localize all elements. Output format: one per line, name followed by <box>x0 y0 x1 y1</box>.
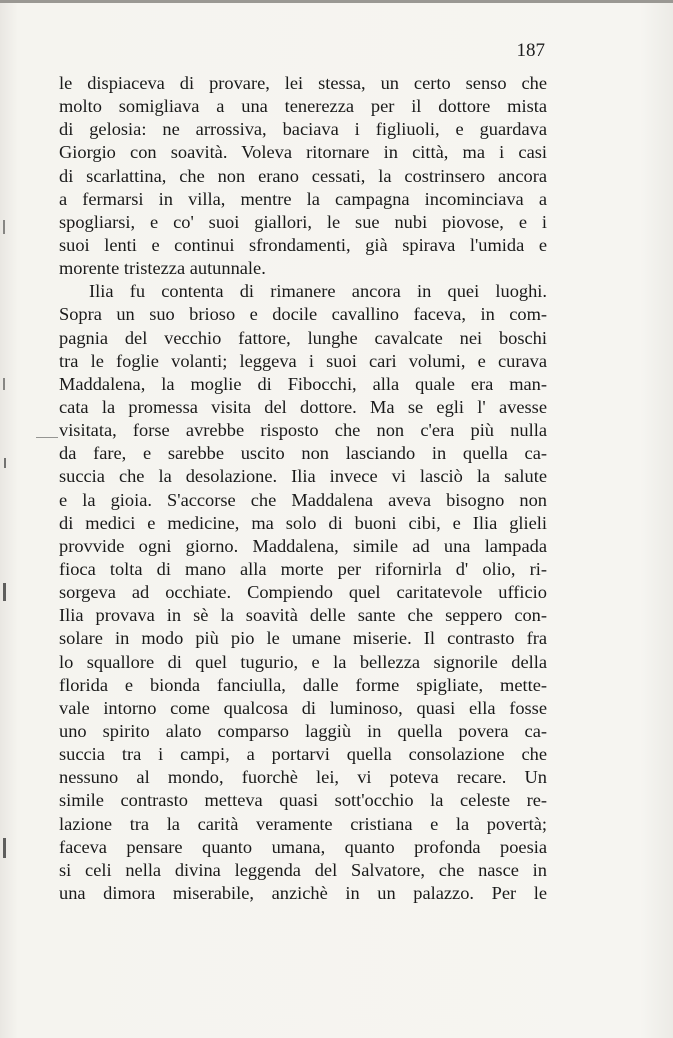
page-number: 187 <box>516 40 545 61</box>
text-line: e la gioia. S'accorse che Maddalena aveva bisogno non <box>59 489 547 510</box>
text-line: solare in modo più pio le umane miserie. Il contrasto fra <box>59 628 547 649</box>
body-text <box>59 72 547 905</box>
text-line: provvide ogni giorno. Maddalena, simile ad una lampada <box>59 535 547 556</box>
text-line: Ilia provava in sè la soavità delle sante che seppero con- <box>59 605 547 626</box>
text-line: cata la promessa visita del dottore. Ma se egli l' avesse <box>59 396 547 417</box>
text-line: di medici e medicine, ma solo di buoni cibi, e Ilia glieli <box>59 512 547 533</box>
text-line: si celi nella divina leggenda del Salvatore, che nasce in <box>59 859 547 880</box>
text-line: visitata, forse avrebbe risposto che non c'era più nulla <box>59 420 547 441</box>
text-line: molto somigliava a una tenerezza per il dottore mista <box>59 96 547 117</box>
scan-artifact <box>36 437 58 438</box>
text-line: Giorgio con soavità. Voleva ritornare in città, ma i casi <box>59 142 547 163</box>
text-line: sorgeva ad occhiate. Compiendo quel caritatevole ufficio <box>59 582 547 603</box>
paragraph-first-line: Ilia fu contenta di rimanere ancora in quei luoghi. <box>89 281 547 302</box>
text-line: suoi lenti e continui sfrondamenti, già spirava l'umida e <box>59 234 547 255</box>
text-line: nessuno al mondo, fuorchè lei, vi poteva recare. Un <box>59 767 547 788</box>
text-line: pagnia del vecchio fattore, lunghe cavalcate nei boschi <box>59 327 547 348</box>
text-line: morente tristezza autunnale. <box>59 258 266 279</box>
text-line: vale intorno come qualcosa di luminoso, quasi ella fosse <box>59 697 547 718</box>
text-line: florida e bionda fanciulla, dalle forme spigliate, mette- <box>59 674 547 695</box>
text-line: uno spirito alato comparso laggiù in quella povera ca- <box>59 720 547 741</box>
text-line: lazione tra la carità veramente cristiana e la povertà; <box>59 813 547 834</box>
text-line: le dispiaceva di provare, lei stessa, un certo senso che <box>59 73 547 93</box>
text-line: a fermarsi in villa, mentre la campagna incominciava a <box>59 188 547 209</box>
text-line: fioca tolta di mano alla morte per rifornirla d' olio, ri- <box>59 558 547 579</box>
text-line: Maddalena, la moglie di Fibocchi, alla quale era man- <box>59 373 547 394</box>
text-line: spogliarsi, e co' suoi giallori, le sue nubi piovose, e i <box>59 211 547 232</box>
text-line: una dimora miserabile, anzichè in un palazzo. Per le <box>59 882 547 903</box>
text-line: di gelosia: ne arrossiva, baciava i figliuoli, e guardava <box>59 119 547 140</box>
scan-artifact <box>3 220 5 234</box>
scan-artifact <box>3 838 6 858</box>
scan-artifact <box>4 458 6 468</box>
scan-artifact <box>3 583 6 601</box>
text-line: succia tra i campi, a portarvi quella consolazione che <box>59 744 547 765</box>
text-line: di scarlattina, che non erano cessati, la costrinsero ancora <box>59 165 547 186</box>
text-line: Sopra un suo brioso e docile cavallino faceva, in com- <box>59 304 547 325</box>
text-line: succia che la desolazione. Ilia invece vi lasciò la salute <box>59 466 547 487</box>
page-top-edge <box>0 0 673 3</box>
text-line: tra le foglie volanti; leggeva i suoi cari volumi, e curava <box>59 350 547 371</box>
text-line: simile contrasto metteva quasi sott'occhio la celeste re- <box>59 790 547 811</box>
scan-artifact <box>3 378 5 390</box>
text-line: da fare, e sarebbe uscito non lasciando in quella ca- <box>59 443 547 464</box>
text-line: lo squallore di quel tugurio, e la bellezza signorile della <box>59 651 547 672</box>
text-line: faceva pensare quanto umana, quanto profonda poesia <box>59 836 547 857</box>
